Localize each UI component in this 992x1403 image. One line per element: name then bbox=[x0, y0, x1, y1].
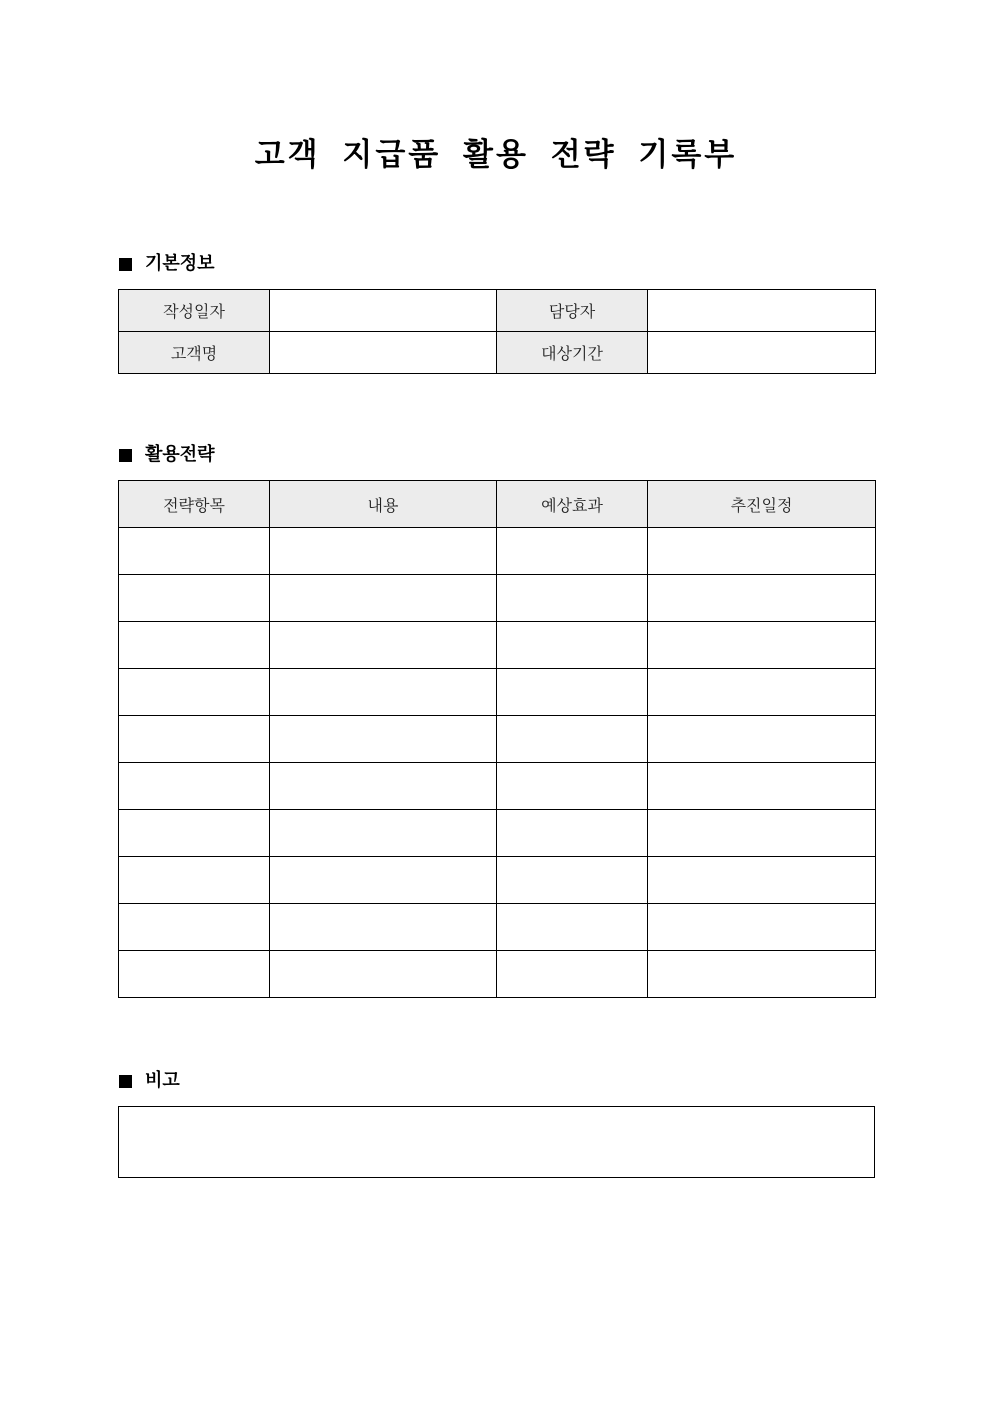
expected-effect-cell[interactable] bbox=[497, 575, 648, 622]
page-title: 고객 지급품 활용 전략 기록부 bbox=[254, 137, 738, 173]
basic-info-row bbox=[119, 290, 876, 332]
basic-info-heading-label: 기본정보 bbox=[145, 253, 215, 274]
schedule-cell[interactable] bbox=[648, 575, 876, 622]
expected-effect-cell[interactable] bbox=[497, 857, 648, 904]
schedule-cell[interactable] bbox=[648, 669, 876, 716]
expected-effect-cell[interactable] bbox=[497, 622, 648, 669]
content-cell[interactable] bbox=[270, 716, 497, 763]
strategy-heading-label: 활용전략 bbox=[145, 444, 215, 465]
table-row bbox=[119, 810, 876, 857]
target-period-label: 대상기간 bbox=[497, 332, 648, 374]
table-row bbox=[119, 716, 876, 763]
table-row bbox=[119, 857, 876, 904]
schedule-cell[interactable] bbox=[648, 951, 876, 998]
strategy-item-cell[interactable] bbox=[119, 951, 270, 998]
created-date-label: 작성일자 bbox=[119, 290, 270, 332]
target-period-field[interactable] bbox=[648, 332, 876, 374]
expected-effect-cell[interactable] bbox=[497, 669, 648, 716]
content-cell[interactable] bbox=[270, 857, 497, 904]
table-row bbox=[119, 528, 876, 575]
content-cell[interactable] bbox=[270, 528, 497, 575]
square-bullet-icon bbox=[119, 1075, 132, 1088]
remarks-field[interactable] bbox=[118, 1106, 875, 1178]
strategy-item-cell[interactable] bbox=[119, 763, 270, 810]
customer-name-field[interactable] bbox=[270, 332, 497, 374]
expected-effect-cell[interactable] bbox=[497, 763, 648, 810]
content-cell[interactable] bbox=[270, 810, 497, 857]
expected-effect-cell[interactable] bbox=[497, 528, 648, 575]
strategy-header-row bbox=[119, 481, 876, 528]
table-row bbox=[119, 951, 876, 998]
expected-effect-cell[interactable] bbox=[497, 810, 648, 857]
schedule-cell[interactable] bbox=[648, 810, 876, 857]
content-cell[interactable] bbox=[270, 575, 497, 622]
expected-effect-cell[interactable] bbox=[497, 716, 648, 763]
schedule-cell[interactable] bbox=[648, 763, 876, 810]
strategy-item-cell[interactable] bbox=[119, 857, 270, 904]
table-row bbox=[119, 669, 876, 716]
schedule-cell[interactable] bbox=[648, 716, 876, 763]
strategy-item-cell[interactable] bbox=[119, 528, 270, 575]
strategy-item-cell[interactable] bbox=[119, 810, 270, 857]
schedule-cell[interactable] bbox=[648, 528, 876, 575]
column-header-expected-effect: 예상효과 bbox=[497, 481, 648, 528]
manager-field[interactable] bbox=[648, 290, 876, 332]
table-row bbox=[119, 622, 876, 669]
created-date-field[interactable] bbox=[270, 290, 497, 332]
table-row bbox=[119, 575, 876, 622]
expected-effect-cell[interactable] bbox=[497, 951, 648, 998]
remarks-heading bbox=[119, 1069, 180, 1093]
strategy-item-cell[interactable] bbox=[119, 575, 270, 622]
schedule-cell[interactable] bbox=[648, 904, 876, 951]
strategy-item-cell[interactable] bbox=[119, 622, 270, 669]
customer-name-label: 고객명 bbox=[119, 332, 270, 374]
manager-label: 담당자 bbox=[497, 290, 648, 332]
content-cell[interactable] bbox=[270, 669, 497, 716]
content-cell[interactable] bbox=[270, 951, 497, 998]
strategy-item-cell[interactable] bbox=[119, 669, 270, 716]
square-bullet-icon bbox=[119, 449, 132, 462]
strategy-heading bbox=[119, 443, 215, 467]
content-cell[interactable] bbox=[270, 763, 497, 810]
content-cell[interactable] bbox=[270, 904, 497, 951]
basic-info-row bbox=[119, 332, 876, 374]
schedule-cell[interactable] bbox=[648, 857, 876, 904]
table-row bbox=[119, 904, 876, 951]
column-header-content: 내용 bbox=[270, 481, 497, 528]
square-bullet-icon bbox=[119, 258, 132, 271]
schedule-cell[interactable] bbox=[648, 622, 876, 669]
column-header-schedule: 추진일정 bbox=[648, 481, 876, 528]
basic-info-table bbox=[118, 289, 876, 374]
strategy-table bbox=[118, 480, 876, 998]
table-row bbox=[119, 763, 876, 810]
basic-info-heading bbox=[119, 252, 215, 276]
strategy-item-cell[interactable] bbox=[119, 716, 270, 763]
expected-effect-cell[interactable] bbox=[497, 904, 648, 951]
strategy-item-cell[interactable] bbox=[119, 904, 270, 951]
remarks-heading-label: 비고 bbox=[145, 1070, 180, 1091]
content-cell[interactable] bbox=[270, 622, 497, 669]
column-header-strategy-item: 전략항목 bbox=[119, 481, 270, 528]
